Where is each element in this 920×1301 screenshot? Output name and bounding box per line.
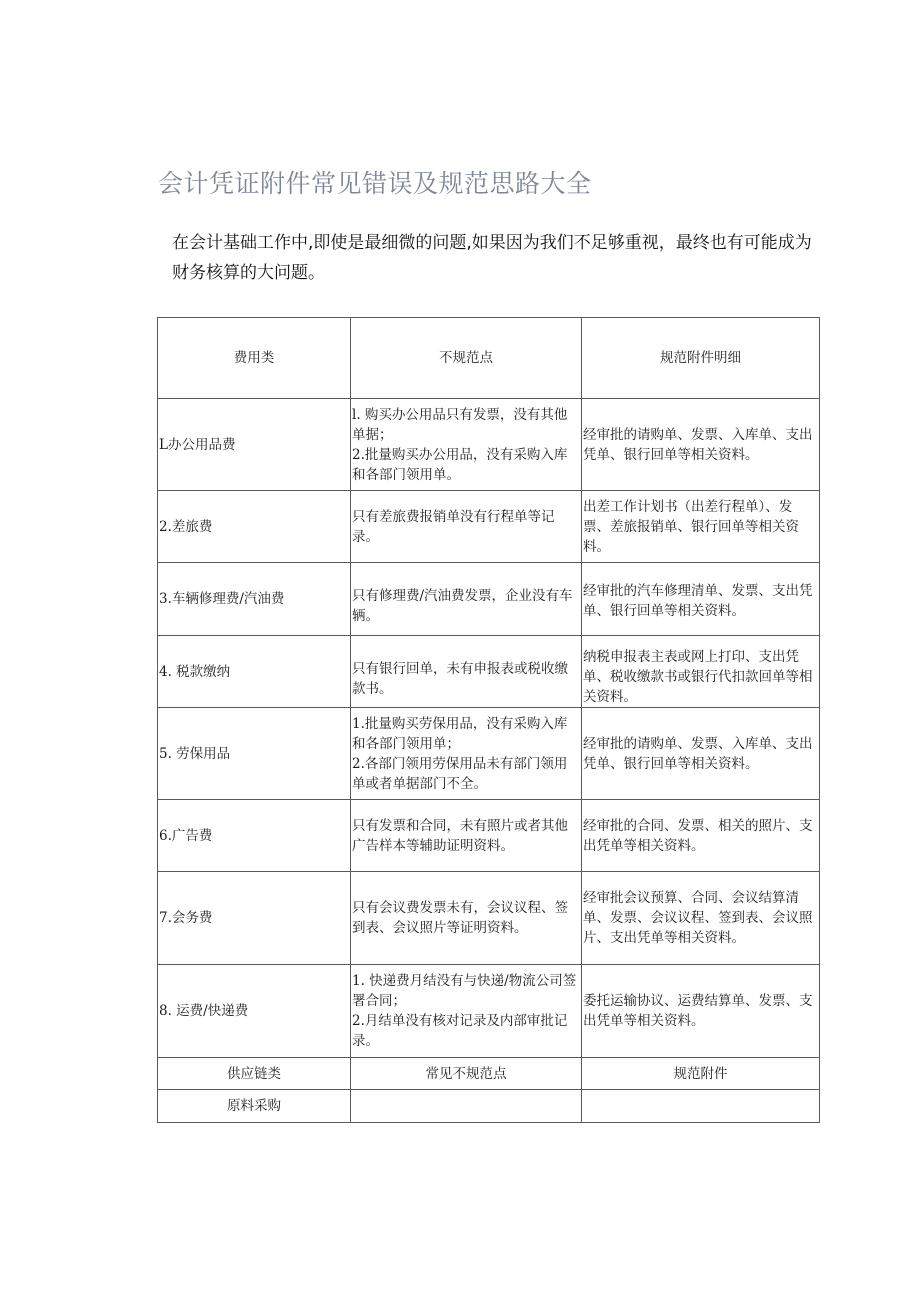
intro-paragraph: 在会计基础工作中,即使是最细微的问题,如果因为我们不足够重视，最终也有可能成为财务核算的大问题。	[172, 233, 812, 283]
table-row	[158, 708, 820, 800]
row-standard: 纳税申报表主表或网上打印、支出凭单、税收缴款书或银行代扣款回单等相关资料。	[582, 636, 820, 708]
row-issue: 1. 快递费月结没有与快递/物流公司签署合同； 2.月结单没有核对记录及内部审批记录。	[351, 965, 582, 1058]
header-common-issue: 常见不规范点	[351, 1058, 582, 1090]
row-standard: 经审批的合同、发票、相关的照片、支出凭单等相关资料。	[582, 800, 820, 872]
table-row	[158, 1090, 820, 1123]
header-supply-chain: 供应链类	[158, 1058, 351, 1090]
row-category: 原料采购	[158, 1090, 351, 1123]
document-title: 会计凭证附件常见错误及规范思路大全	[158, 169, 592, 198]
row-category: 5. 劳保用品	[158, 708, 351, 800]
row-standard	[582, 1090, 820, 1123]
row-standard: 经审批的请购单、发票、入库单、支出凭单、银行回单等相关资料。	[582, 708, 820, 800]
row-issue: 1.批量购买劳保用品，没有采购入库和各部门领用单； 2.各部门领用劳保用品未有部门领用单或者单据部门不全。	[351, 708, 582, 800]
header-issue: 不规范点	[351, 318, 582, 399]
row-issue	[351, 1090, 582, 1123]
header-expense-type: 费用类	[158, 318, 351, 399]
row-category: 8. 运费/快递费	[158, 965, 351, 1058]
header-standard: 规范附件明细	[582, 318, 820, 399]
row-standard: 出差工作计划书（出差行程单）、发票、差旅报销单、银行回单等相关资料。	[582, 491, 820, 563]
row-category: 2.差旅费	[158, 491, 351, 563]
row-category: 4. 税款缴纳	[158, 636, 351, 708]
issue-line: l. 购买办公用品只有发票，没有其他单据； 2.批量购买办公用品，没有采购入库和各部门领用单。	[352, 406, 568, 483]
table-row	[158, 491, 820, 563]
row-category: 7.会务费	[158, 872, 351, 965]
table-row	[158, 965, 820, 1058]
row-issue: 只有银行回单，未有申报表或税收缴款书。	[351, 636, 582, 708]
table-header-row	[158, 318, 820, 399]
row-category: L办公用品费	[158, 399, 351, 491]
row-issue: 只有发票和合同，未有照片或者其他广告样本等辅助证明资料。	[351, 800, 582, 872]
row-standard: 经审批的请购单、发票、入库单、支出凭单、银行回单等相关资料。	[582, 399, 820, 491]
header-standard-attachment: 规范附件	[582, 1058, 820, 1090]
row-category: 3.车辆修理费/汽油费	[158, 563, 351, 636]
row-standard: 经审批的汽车修理清单、发票、支出凭单、银行回单等相关资料。	[582, 563, 820, 636]
section2-header-row	[158, 1058, 820, 1090]
row-issue: 只有会议费发票未有，会议议程、签到表、会议照片等证明资料。	[351, 872, 582, 965]
table-row	[158, 563, 820, 636]
table-row	[158, 800, 820, 872]
row-issue: 只有差旅费报销单没有行程单等记录。	[351, 491, 582, 563]
row-standard: 委托运输协议、运费结算单、发票、支出凭单等相关资料。	[582, 965, 820, 1058]
row-issue: 只有修理费/汽油费发票，企业没有车辆。	[351, 563, 582, 636]
table-row	[158, 636, 820, 708]
table-row	[158, 872, 820, 965]
row-standard: 经审批会议预算、合同、会议结算清单、发票、会议议程、签到表、会议照片、支出凭单等相关资料。	[582, 872, 820, 965]
voucher-attachment-table	[157, 317, 820, 1123]
row-category: 6.广告费	[158, 800, 351, 872]
table-row	[158, 399, 820, 491]
row-issue	[351, 399, 582, 491]
